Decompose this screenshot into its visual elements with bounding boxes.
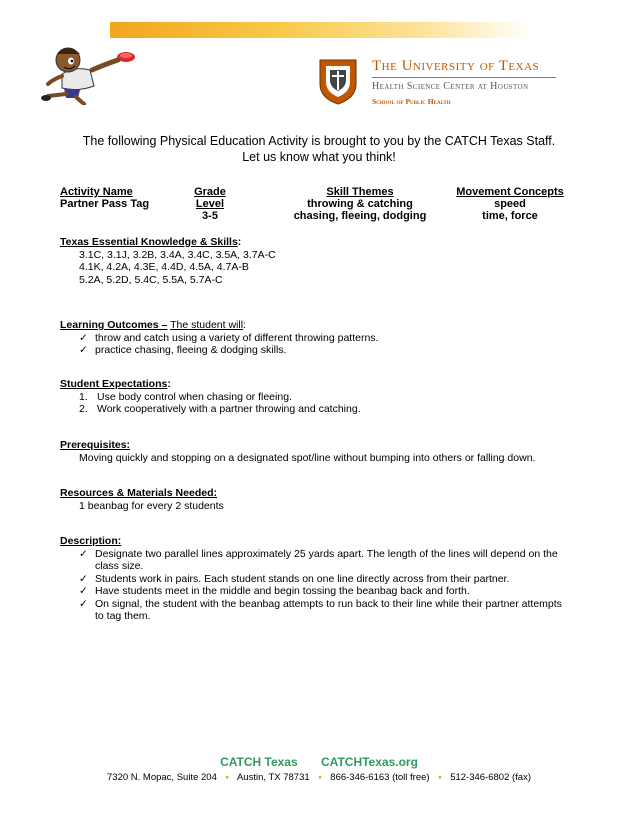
intro-text bbox=[0, 133, 638, 165]
checkmark-icon: ✓ bbox=[79, 572, 88, 585]
checkmark-icon: ✓ bbox=[79, 585, 88, 597]
bullet-icon: • bbox=[225, 772, 229, 783]
grade-level-header: Grade Level bbox=[194, 186, 226, 210]
movement-concepts-header: Movement Concepts bbox=[456, 186, 564, 198]
footer-city: Austin, TX 78731 bbox=[236, 772, 310, 783]
description-section bbox=[60, 535, 562, 623]
checkmark-icon: ✓ bbox=[79, 331, 88, 344]
student-expectations-section bbox=[60, 378, 361, 416]
wordmark-divider bbox=[372, 77, 556, 78]
skill-themes-value-2: chasing, fleeing, dodging bbox=[293, 210, 427, 222]
list-item bbox=[60, 548, 562, 561]
prerequisites-title: Prerequisites: bbox=[60, 439, 131, 451]
activity-name-header: Activity Name bbox=[60, 186, 133, 198]
intro-line-1: The following Physical Education Activity is brought to you by the CATCH Texas Staff. bbox=[82, 134, 556, 148]
description-text-4b: to tag them. bbox=[95, 610, 151, 622]
activity-name-column bbox=[60, 186, 149, 210]
expectation-number-2: 2. bbox=[79, 403, 88, 415]
footer-brand-name: CATCH Texas bbox=[220, 755, 298, 769]
teks-colon: : bbox=[237, 236, 242, 248]
resources-title: Resources & Materials Needed: bbox=[60, 487, 217, 499]
footer-fax: 512-346-6802 (fax) bbox=[450, 772, 531, 783]
school-name: School of Public Health bbox=[372, 97, 451, 106]
skill-themes-value-1: throwing & catching bbox=[307, 198, 413, 210]
description-text-4a: On signal, the student with the beanbag attempts to run back to their line while their partner attempts bbox=[95, 597, 562, 610]
intro-line-2: Let us know what you think! bbox=[242, 150, 396, 164]
expectation-text-2: Work cooperatively with a partner throwing and catching. bbox=[97, 403, 361, 415]
footer-contact bbox=[0, 772, 638, 783]
description-title: Description: bbox=[60, 535, 122, 547]
expectation-number-1: 1. bbox=[79, 390, 88, 403]
expectations-colon: : bbox=[167, 378, 171, 390]
outcomes-subtitle: The student will bbox=[170, 319, 244, 331]
expectation-text-1: Use body control when chasing or fleeing. bbox=[97, 390, 292, 403]
grade-level-column bbox=[180, 186, 240, 222]
teks-line-3: 5.2A, 5.2D, 5.4C, 5.5A, 5.7A-C bbox=[79, 273, 223, 286]
activity-name-value: Partner Pass Tag bbox=[60, 198, 150, 210]
list-item bbox=[60, 344, 378, 357]
list-item bbox=[60, 573, 562, 586]
description-text-1b: class size. bbox=[95, 560, 144, 572]
resources-section bbox=[60, 487, 224, 512]
list-item bbox=[60, 585, 562, 598]
teks-section bbox=[60, 236, 276, 286]
outcome-text-1: throw and catch using a variety of different throwing patterns. bbox=[95, 331, 379, 344]
movement-concepts-value-1: speed bbox=[494, 198, 526, 210]
university-name: The University of Texas bbox=[372, 58, 540, 74]
footer-address: 7320 N. Mopac, Suite 204 bbox=[107, 772, 217, 783]
movement-concepts-value-2: time, force bbox=[482, 210, 538, 222]
prerequisites-text: Moving quickly and stopping on a designated spot/line without bumping into others or falling down. bbox=[79, 451, 536, 464]
outcomes-colon: : bbox=[243, 319, 246, 331]
skill-themes-header: Skill Themes bbox=[326, 186, 394, 198]
checkmark-icon: ✓ bbox=[79, 547, 88, 560]
list-item bbox=[60, 598, 562, 611]
center-name: Health Science Center at Houston bbox=[372, 81, 529, 92]
list-item bbox=[60, 332, 378, 345]
grade-level-value: 3-5 bbox=[202, 210, 218, 222]
checkmark-icon: ✓ bbox=[79, 344, 88, 356]
resources-text: 1 beanbag for every 2 students bbox=[79, 499, 224, 512]
list-item bbox=[60, 391, 361, 404]
outcomes-title: Learning Outcomes – bbox=[60, 319, 168, 331]
uth-shield-logo bbox=[318, 58, 358, 106]
teks-line-1: 3.1C, 3.1J, 3.2B, 3.4A, 3.4C, 3.5A, 3.7A-C bbox=[79, 248, 276, 261]
footer-phone: 866-346-6163 (toll free) bbox=[330, 772, 430, 783]
footer-brand bbox=[0, 755, 638, 769]
expectations-title: Student Expectations bbox=[60, 378, 168, 390]
footer-website-link[interactable]: CATCHTexas.org bbox=[321, 755, 418, 769]
description-text-3: Have students meet in the middle and begin tossing the beanbag back and forth. bbox=[95, 585, 470, 597]
uth-wordmark bbox=[372, 58, 562, 106]
bullet-icon: • bbox=[318, 772, 322, 783]
list-item bbox=[60, 403, 361, 416]
kid-throwing-frisbee-illustration bbox=[40, 40, 160, 105]
teks-line-2: 4.1K, 4.2A, 4.3E, 4.4D, 4.5A, 4.7A-B bbox=[79, 261, 249, 273]
prerequisites-section bbox=[60, 439, 535, 464]
description-text-1a: Designate two parallel lines approximately 25 yards apart. The length of the lines will depend on the bbox=[95, 547, 558, 560]
checkmark-icon: ✓ bbox=[79, 597, 88, 610]
header-banner bbox=[110, 22, 530, 38]
outcome-text-2: practice chasing, fleeing & dodging skills. bbox=[95, 344, 287, 356]
description-text-2: Students work in pairs. Each student stands on one line directly across from their partner. bbox=[95, 572, 510, 585]
bullet-icon: • bbox=[438, 772, 442, 783]
teks-title: Texas Essential Knowledge & Skills bbox=[60, 236, 238, 248]
learning-outcomes-section bbox=[60, 319, 378, 357]
skill-themes-column bbox=[280, 186, 440, 222]
movement-concepts-column bbox=[455, 186, 565, 222]
